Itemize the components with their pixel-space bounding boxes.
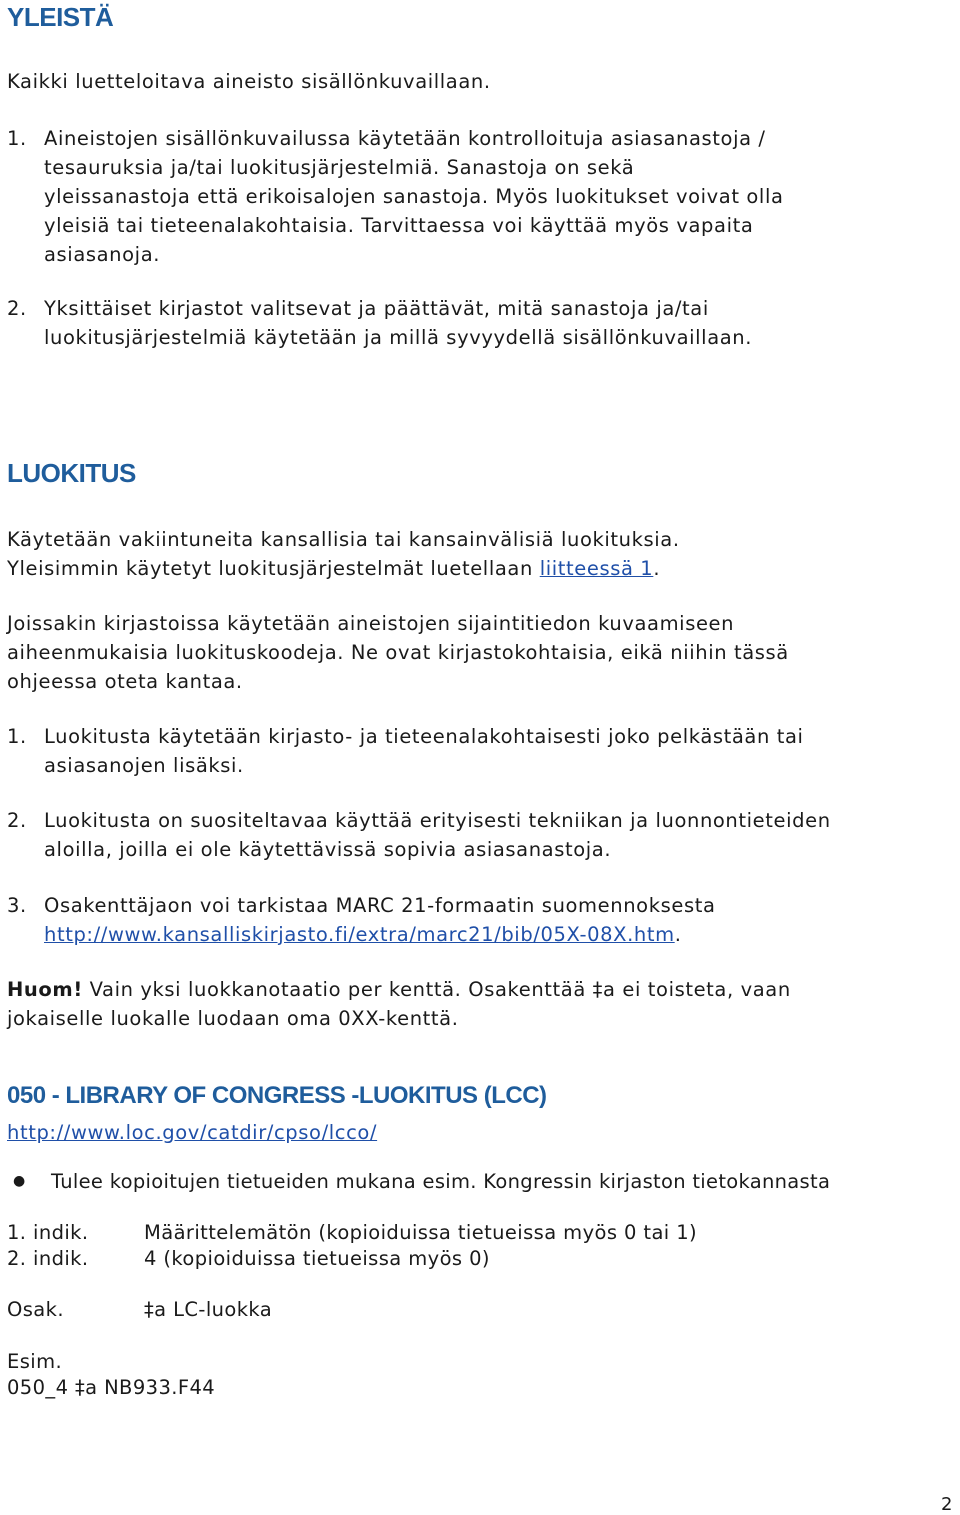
list-text: Yksittäiset kirjastot valitsevat ja päättävät, mitä sanastoja ja/tai [44, 297, 709, 320]
list-text: asiasanoja. [44, 243, 161, 266]
indicator-row-1 [7, 1220, 697, 1246]
subfield-row [7, 1297, 272, 1323]
indicator-value: Määrittelemätön (kopioiduissa tietueissa myös 0 tai 1) [144, 1221, 698, 1244]
luokitus-paragraph-1 [7, 525, 680, 583]
heading-luokitus: LUOKITUS [7, 458, 136, 488]
list-text: tesauruksia ja/tai luokitusjärjestelmiä. Sanastoja on sekä [44, 156, 635, 179]
list-number: 1. [7, 725, 27, 748]
bullet-text: Tulee kopioitujen tietueiden mukana esim. Kongressin kirjaston tietokannasta [51, 1170, 831, 1193]
page-number: 2 [941, 1494, 953, 1515]
indicator-row-2 [7, 1246, 490, 1272]
list-number: 2. [7, 297, 27, 320]
luokitus-item-3 [7, 891, 716, 949]
paragraph-line: Joissakin kirjastoissa käytetään aineistojen sijaintitiedon kuvaamiseen [7, 612, 735, 635]
example-value: 050_4 ‡a NB933.F44 [7, 1376, 216, 1399]
list-text: Aineistojen sisällönkuvailussa käytetään kontrolloituja asiasanastoja / [44, 127, 766, 150]
punctuation: . [674, 923, 682, 946]
example-label: Esim. [7, 1350, 63, 1373]
marc21-link[interactable]: http://www.kansalliskirjasto.fi/extra/marc21/bib/05X-08X.htm [44, 923, 675, 946]
note-text: jokaiselle luokalle luodaan oma 0XX-kenttä. [7, 1007, 459, 1030]
list-text: yleissanastoja että erikoisalojen sanastoja. Myös luokitukset voivat olla [44, 185, 784, 208]
heading-050-lcc: 050 - LIBRARY OF CONGRESS -LUOKITUS (LCC) [7, 1082, 547, 1109]
list-text: Luokitusta käytetään kirjasto- ja tieteenalakohtaisesti joko pelkästään tai [44, 725, 804, 748]
subfield-label: Osak. [7, 1298, 64, 1321]
list-number: 3. [7, 894, 27, 917]
luokitus-paragraph-2 [7, 609, 789, 696]
list-text: Osakenttäjaon voi tarkistaa MARC 21-formaatin suomennoksesta [44, 894, 716, 917]
list-number: 2. [7, 809, 27, 832]
subfield-value: ‡a LC-luokka [144, 1298, 273, 1321]
heading-yleista: YLEISTÄ [7, 2, 114, 32]
indicator-label: 2. indik. [7, 1247, 89, 1270]
list-text: aloilla, joilla ei ole käytettävissä sopivia asiasanastoja. [44, 838, 612, 861]
list-item-1 [7, 124, 784, 269]
paragraph-line: Käytetään vakiintuneita kansallisia tai kansainvälisiä luokituksia. [7, 528, 680, 551]
lcc-link-line [7, 1118, 377, 1147]
paragraph-line: Yleisimmin käytetyt luokitusjärjestelmät luetellaan [7, 557, 540, 580]
bullet-icon: ● [13, 1173, 26, 1189]
paragraph-line: ohjeessa oteta kantaa. [7, 670, 243, 693]
huom-label: Huom! [7, 978, 83, 1001]
indicator-label: 1. indik. [7, 1221, 89, 1244]
list-text: asiasanojen lisäksi. [44, 754, 244, 777]
paragraph-line: aiheenmukaisia luokituskoodeja. Ne ovat kirjastokohtaisia, eikä niihin tässä [7, 641, 789, 664]
huom-note [7, 975, 791, 1033]
note-text: Vain yksi luokkanotaatio per kenttä. Osakenttää ‡a ei toisteta, vaan [82, 978, 791, 1001]
intro-paragraph: Kaikki luetteloitava aineisto sisällönkuvaillaan. [7, 70, 491, 93]
indicator-value: 4 (kopioiduissa tietueissa myös 0) [144, 1247, 490, 1270]
lcc-link[interactable]: http://www.loc.gov/catdir/cpso/lcco/ [7, 1121, 378, 1144]
list-text: yleisiä tai tieteenalakohtaisia. Tarvittaessa voi käyttää myös vapaita [44, 214, 754, 237]
list-text: luokitusjärjestelmiä käytetään ja millä syvyydellä sisällönkuvaillaan. [44, 326, 753, 349]
list-item-2 [7, 294, 752, 352]
punctuation: . [653, 557, 661, 580]
luokitus-item-1 [7, 722, 804, 780]
list-text: Luokitusta on suositeltavaa käyttää erityisesti tekniikan ja luonnontieteiden [44, 809, 831, 832]
luokitus-item-2 [7, 806, 831, 864]
liite-1-link[interactable]: liitteessä 1 [539, 557, 654, 580]
list-number: 1. [7, 127, 27, 150]
